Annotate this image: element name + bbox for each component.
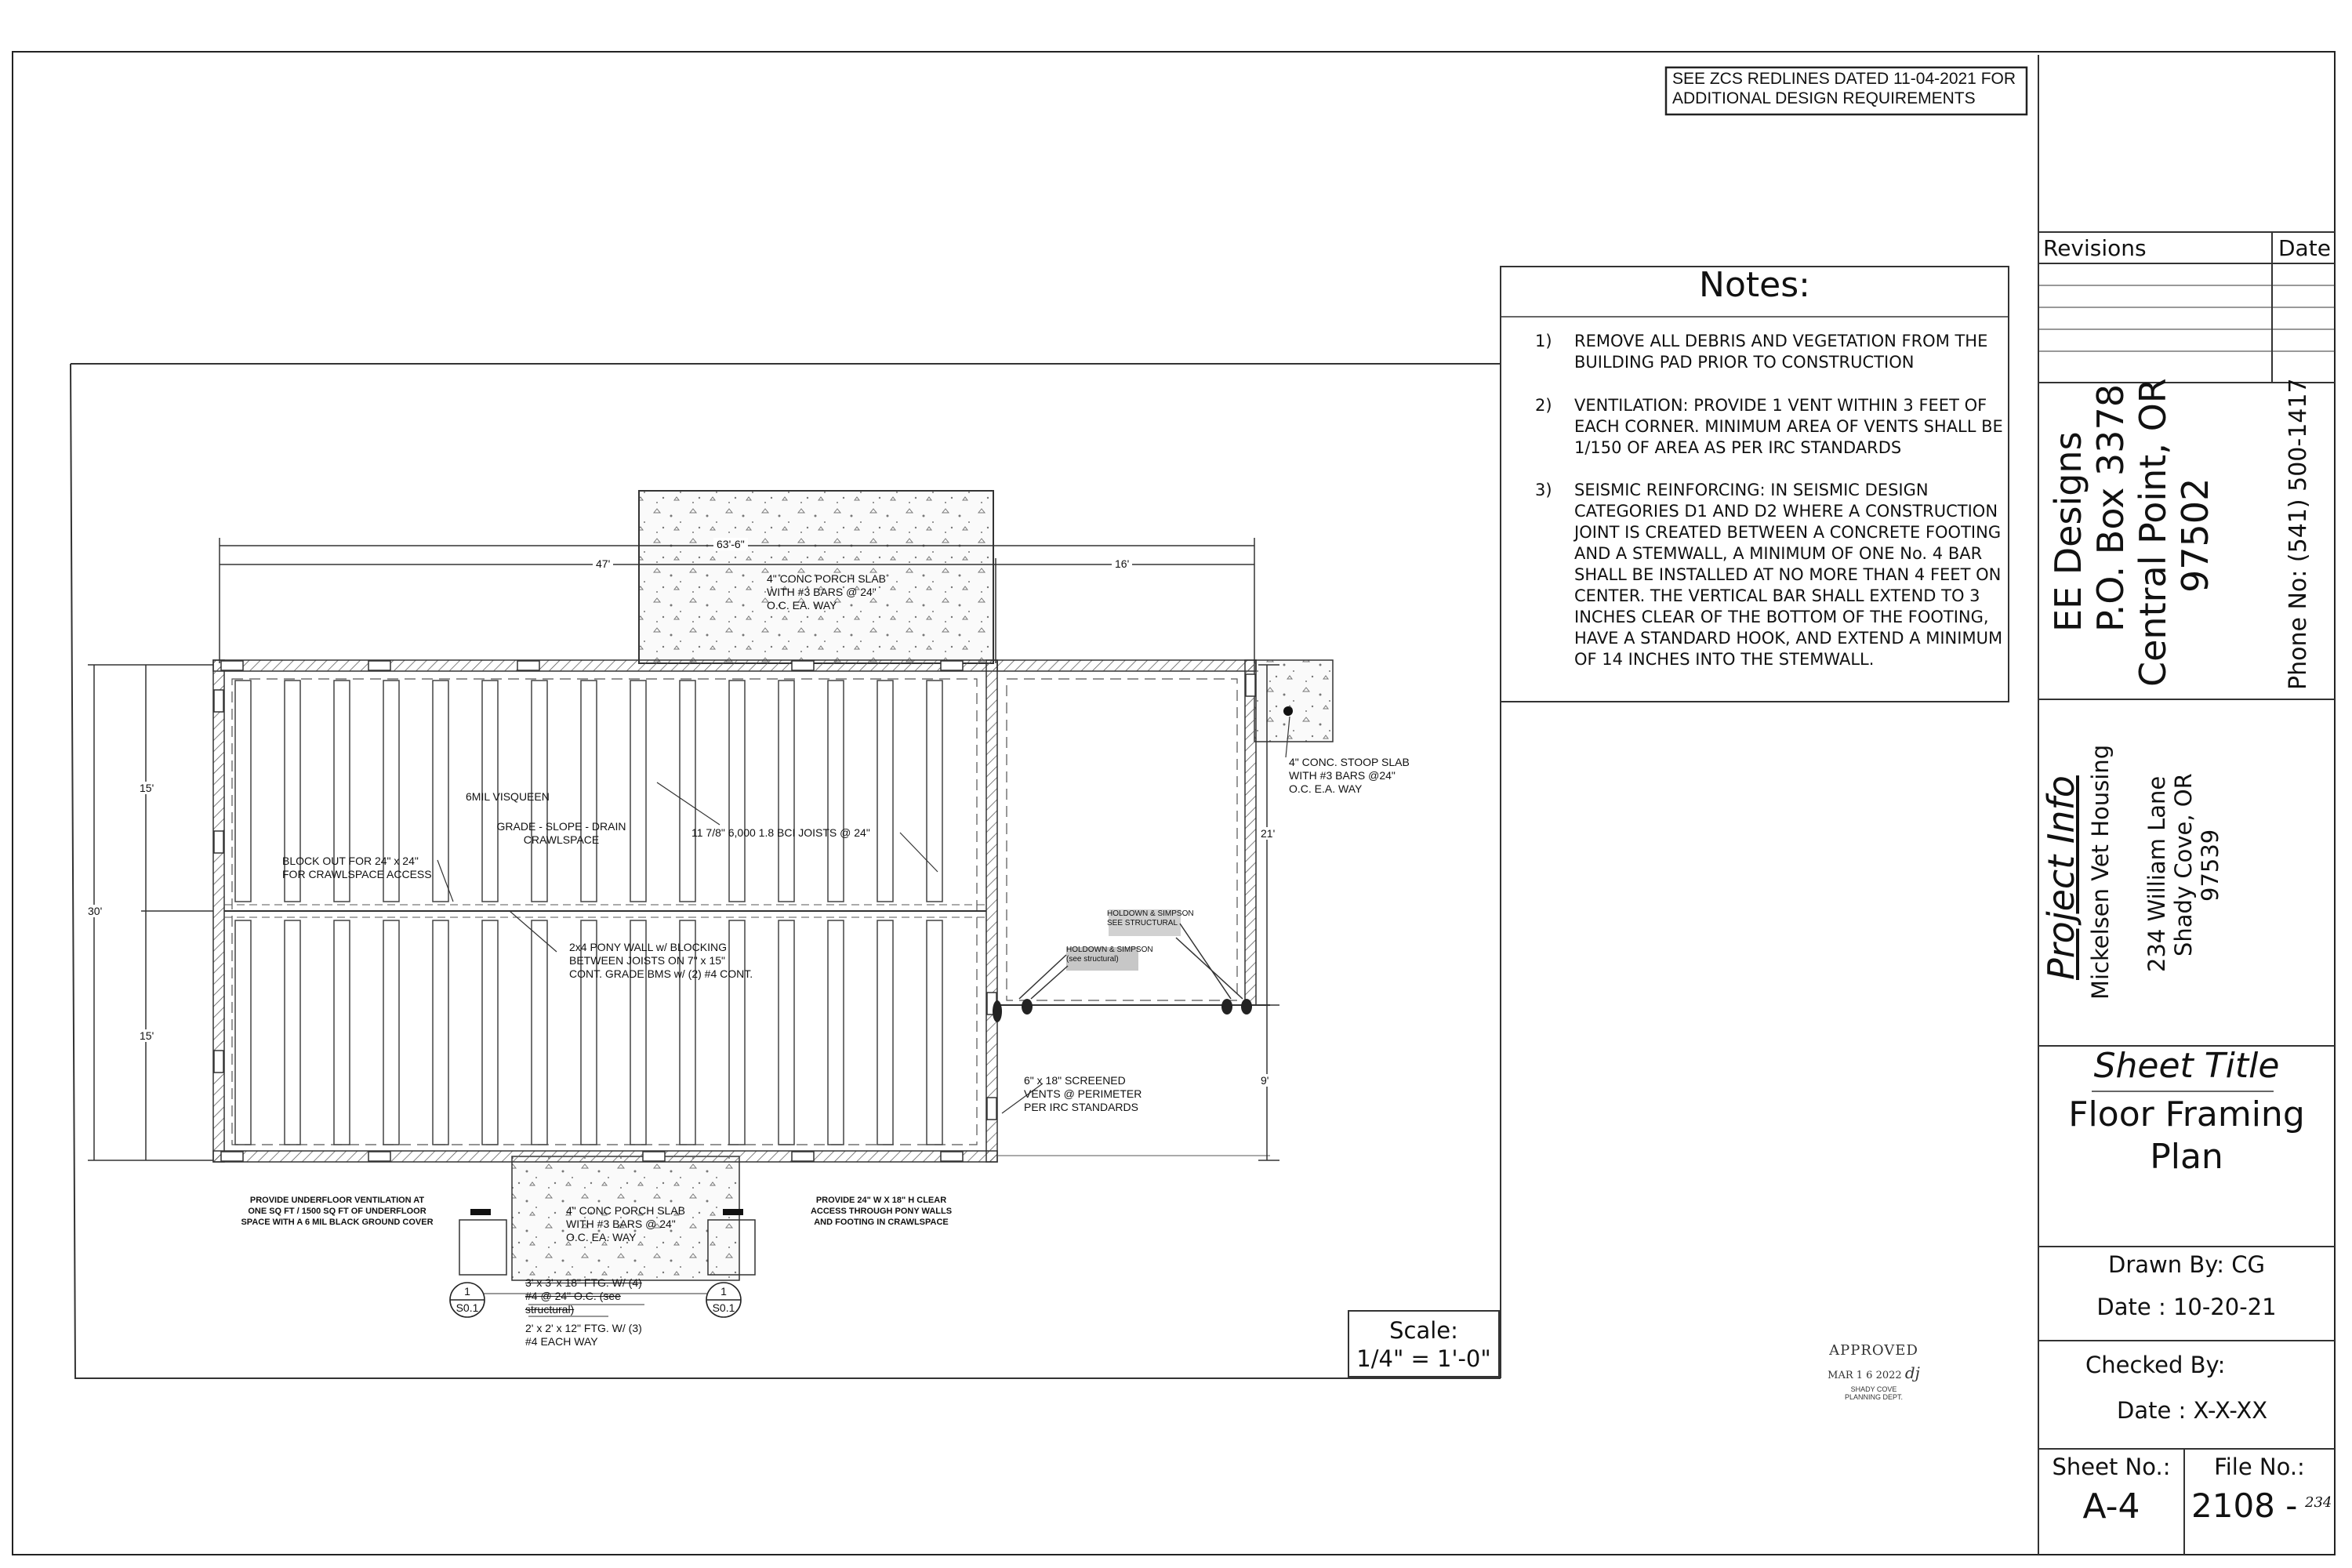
joist bbox=[877, 920, 893, 1145]
detail-num-right: 1 bbox=[720, 1285, 727, 1298]
company-city: Central Point, OR bbox=[2132, 378, 2174, 687]
vent bbox=[941, 1152, 963, 1161]
porch-slab-bottom-label bbox=[566, 1204, 685, 1244]
vent bbox=[221, 1152, 243, 1161]
revisions-date-label: Date bbox=[2278, 235, 2331, 261]
joist bbox=[828, 920, 844, 1145]
vents-label-line: PER IRC STANDARDS bbox=[1024, 1101, 1138, 1113]
footing-old-label-line: 3' x 3' x 18" FTG. W/ (4) bbox=[525, 1276, 642, 1289]
project-name: Mickelsen Vet Housing bbox=[2087, 744, 2114, 1000]
note-number: 3) bbox=[1535, 481, 1552, 499]
sheet-no: A-4 bbox=[2082, 1486, 2140, 1526]
company-address: P.O. Box 3378 bbox=[2089, 384, 2132, 632]
note-text: SEISMIC REINFORCING: IN SEISMIC DESIGN CATEGORIES D1 AND D2 WHERE A CONSTRUCTION JOINT IS CREATED BETWEEN A CONCRETE FOOTING AND A STEMWALL, A MINIMUM OF ONE No. 4 BAR SHALL BE INSTALLED AT NO MORE THAN 4 FEET ON CENTER. THE VERTICAL BAR SHALL EXTEND TO 3 INCHES CLEAR OF THE BOTTOM OF THE FOOTING, HAVE A STANDARD HOOK, AND EXTEND A MINIMUM OF 14 INCHES INTO THE STEMWALL. bbox=[1574, 481, 2003, 669]
porch-slab-bottom-label-line: WITH #3 BARS @ 24" bbox=[566, 1218, 676, 1230]
dim-left: 47' bbox=[593, 557, 613, 570]
joist bbox=[779, 920, 794, 1145]
crawlspace-access-label bbox=[282, 855, 432, 881]
checked-by: Checked By: bbox=[2085, 1352, 2226, 1378]
holdown-label-a-line: HOLDOWN & SIMPSON bbox=[1107, 909, 1194, 918]
stamp-date: MAR 1 6 2022 bbox=[1828, 1370, 1902, 1381]
stamp-line-1: APPROVED bbox=[1829, 1342, 1918, 1359]
underfloor-ventilation-label-line: ONE SQ FT / 1500 SQ FT OF UNDERFLOOR bbox=[248, 1207, 426, 1216]
approval-stamp bbox=[1811, 1342, 1936, 1401]
stoop-slab-label bbox=[1289, 756, 1410, 796]
porch-slab-top-label-line: WITH #3 BARS @ 24" bbox=[767, 586, 877, 598]
pony-wall-label-line: 2x4 PONY WALL w/ BLOCKING bbox=[569, 941, 727, 953]
holdown-label-b-line: (see structural) bbox=[1066, 955, 1119, 964]
joist bbox=[581, 681, 597, 902]
note-item bbox=[1535, 480, 2005, 668]
file-no: 2108 - bbox=[2191, 1486, 2298, 1525]
redline-note-line-1: SEE ZCS REDLINES DATED 11-04-2021 FOR bbox=[1672, 70, 2016, 88]
company-name: EE Designs bbox=[2047, 431, 2089, 632]
file-no-label: File No.: bbox=[2214, 1454, 2305, 1480]
joist bbox=[334, 920, 350, 1145]
stamp-line-3: SHADY COVE bbox=[1850, 1385, 1897, 1393]
joist bbox=[927, 920, 942, 1145]
project-zip: 97539 bbox=[2197, 829, 2223, 902]
visqueen-label: 6MIL VISQUEEN bbox=[466, 790, 550, 803]
joist bbox=[482, 920, 498, 1145]
dim-right-bottom: 9' bbox=[1258, 1074, 1272, 1087]
sheet-title-label: Sheet Title bbox=[2093, 1046, 2280, 1086]
footing-old-label bbox=[525, 1276, 642, 1316]
vent bbox=[517, 661, 539, 670]
vent bbox=[368, 1152, 390, 1161]
joist bbox=[383, 920, 399, 1145]
sheet-title-line-2: Plan bbox=[2150, 1137, 2223, 1177]
stamp-line-4: PLANNING DEPT. bbox=[1844, 1393, 1904, 1401]
stoop-slab-label-line: WITH #3 BARS @24" bbox=[1289, 769, 1396, 782]
footing-old-label-line: #4 @ 24" O.C. (see bbox=[525, 1290, 621, 1302]
joist bbox=[828, 681, 844, 902]
joist bbox=[680, 681, 695, 902]
note-text: REMOVE ALL DEBRIS AND VEGETATION FROM THE BUILDING PAD PRIOR TO CONSTRUCTION bbox=[1574, 332, 1988, 372]
grade-slope-label bbox=[467, 820, 655, 847]
crawlspace-access-label-line: FOR CRAWLSPACE ACCESS bbox=[282, 868, 432, 880]
checked-date: Date : X-X-XX bbox=[2117, 1397, 2268, 1424]
vent bbox=[792, 1152, 814, 1161]
dim-height-total: 30' bbox=[85, 905, 105, 917]
holdown-label-a bbox=[1107, 909, 1194, 928]
grade-slope-label-line: GRADE - SLOPE - DRAIN bbox=[496, 820, 626, 833]
porch-slab-top-label-line: 4" CONC PORCH SLAB bbox=[767, 572, 887, 585]
joist bbox=[877, 681, 893, 902]
stoop-slab bbox=[1254, 660, 1333, 742]
vent bbox=[1246, 674, 1255, 696]
underfloor-ventilation-label-line: PROVIDE UNDERFLOOR VENTILATION AT bbox=[249, 1196, 425, 1205]
joist bbox=[285, 920, 300, 1145]
crawlspace-access-label-line: BLOCK OUT FOR 24" x 24" bbox=[282, 855, 419, 867]
project-info-heading: Project Info bbox=[2040, 775, 2082, 980]
clear-access-label-line: AND FOOTING IN CRAWLSPACE bbox=[814, 1218, 949, 1227]
joist bbox=[235, 681, 251, 902]
vent bbox=[214, 1051, 223, 1073]
vent bbox=[792, 661, 814, 670]
detail-num-left: 1 bbox=[464, 1285, 470, 1298]
company-phone: Phone No: (541) 500-1417 bbox=[2285, 378, 2312, 690]
vents-label-line: 6" x 18" SCREENED bbox=[1024, 1074, 1126, 1087]
vent bbox=[221, 661, 243, 670]
dim-right-top: 21' bbox=[1258, 827, 1278, 840]
project-city: Shady Cove, OR bbox=[2170, 773, 2197, 956]
sheet-title-line-1: Floor Framing bbox=[2068, 1094, 2305, 1134]
dim-height-bottom: 15' bbox=[136, 1029, 157, 1042]
notes-title: Notes: bbox=[1699, 265, 1810, 305]
holdown-label-a-line: SEE STRUCTURAL bbox=[1107, 919, 1178, 927]
detail-sheet-left: S0.1 bbox=[456, 1301, 479, 1314]
porch-slab-top-label bbox=[767, 572, 886, 612]
drawn-date: Date : 10-20-21 bbox=[2096, 1294, 2277, 1320]
joist bbox=[433, 920, 448, 1145]
vents-label-line: VENTS @ PERIMETER bbox=[1024, 1087, 1142, 1100]
vent bbox=[643, 1152, 665, 1161]
scale-label: Scale: bbox=[1389, 1317, 1458, 1344]
joist bbox=[729, 681, 745, 902]
dim-overall: 63'-6" bbox=[713, 538, 748, 550]
clear-access-label-line: PROVIDE 24" W X 18" H CLEAR bbox=[815, 1196, 947, 1205]
porch-slab-top-label-line: O.C. EA. WAY bbox=[767, 599, 837, 612]
dim-right: 16' bbox=[1112, 557, 1132, 570]
porch-slab-bottom-label-line: 4" CONC PORCH SLAB bbox=[566, 1204, 686, 1217]
project-street: 234 William Lane bbox=[2143, 775, 2170, 972]
file-no-suffix: 234 bbox=[2305, 1494, 2332, 1511]
joist bbox=[779, 681, 794, 902]
footing-old-label-line: structural) bbox=[525, 1303, 575, 1316]
floor-joists bbox=[235, 681, 942, 1145]
stamp-initials: dj bbox=[1904, 1363, 1920, 1382]
detail-sheet-right: S0.1 bbox=[712, 1301, 735, 1314]
stoop-slab-label-line: O.C. E.A. WAY bbox=[1289, 782, 1363, 795]
note-number: 1) bbox=[1535, 332, 1552, 350]
grade-slope-label-line: CRAWLSPACE bbox=[523, 833, 600, 846]
scale-value: 1/4" = 1'-0" bbox=[1356, 1345, 1491, 1372]
company-zip: 97502 bbox=[2174, 477, 2216, 593]
drawn-by: Drawn By: CG bbox=[2108, 1251, 2265, 1278]
note-text: VENTILATION: PROVIDE 1 VENT WITHIN 3 FEET OF EACH CORNER. MINIMUM AREA OF VENTS SHALL BE 1/150 OF AREA AS PER IRC STANDARDS bbox=[1574, 396, 2003, 457]
dim-height-top: 15' bbox=[136, 782, 157, 794]
vent bbox=[941, 661, 963, 670]
holdown-label-b-line: HOLDOWN & SIMPSON bbox=[1066, 946, 1153, 954]
pony-wall-label-line: CONT. GRADE BMS w/ (2) #4 CONT. bbox=[569, 967, 753, 980]
footing-new-label-line: 2' x 2' x 12" FTG. W/ (3) bbox=[525, 1322, 642, 1334]
joist bbox=[630, 681, 646, 902]
joists-label: 11 7/8" 6,000 1.8 BCI JOISTS @ 24" bbox=[691, 826, 870, 839]
sheet-no-label: Sheet No.: bbox=[2052, 1454, 2171, 1480]
joist bbox=[235, 920, 251, 1145]
revisions-label: Revisions bbox=[2043, 235, 2147, 261]
note-number: 2) bbox=[1535, 396, 1552, 415]
joist bbox=[532, 920, 547, 1145]
redline-note bbox=[1672, 69, 2016, 108]
underfloor-ventilation-label-line: SPACE WITH A 6 MIL BLACK GROUND COVER bbox=[241, 1218, 434, 1227]
vent bbox=[214, 690, 223, 712]
footing-new-label bbox=[525, 1322, 642, 1348]
vent bbox=[987, 1098, 996, 1120]
footing-new-label-line: #4 EACH WAY bbox=[525, 1335, 598, 1348]
underfloor-ventilation-label bbox=[235, 1195, 439, 1228]
porch-slab-bottom-label-line: O.C. EA. WAY bbox=[566, 1231, 637, 1243]
clear-access-label bbox=[795, 1195, 967, 1228]
pony-wall-label bbox=[569, 941, 753, 981]
vent bbox=[368, 661, 390, 670]
pony-wall-label-line: BETWEEN JOISTS ON 7" x 15" bbox=[569, 954, 725, 967]
stamp-line-2 bbox=[1811, 1363, 1936, 1382]
vents-label bbox=[1024, 1074, 1142, 1114]
clear-access-label-line: ACCESS THROUGH PONY WALLS bbox=[810, 1207, 953, 1216]
redline-note-line-2: ADDITIONAL DESIGN REQUIREMENTS bbox=[1672, 89, 1976, 107]
holdown-label-b bbox=[1066, 946, 1153, 964]
vent bbox=[214, 831, 223, 853]
stoop-slab-label-line: 4" CONC. STOOP SLAB bbox=[1289, 756, 1410, 768]
